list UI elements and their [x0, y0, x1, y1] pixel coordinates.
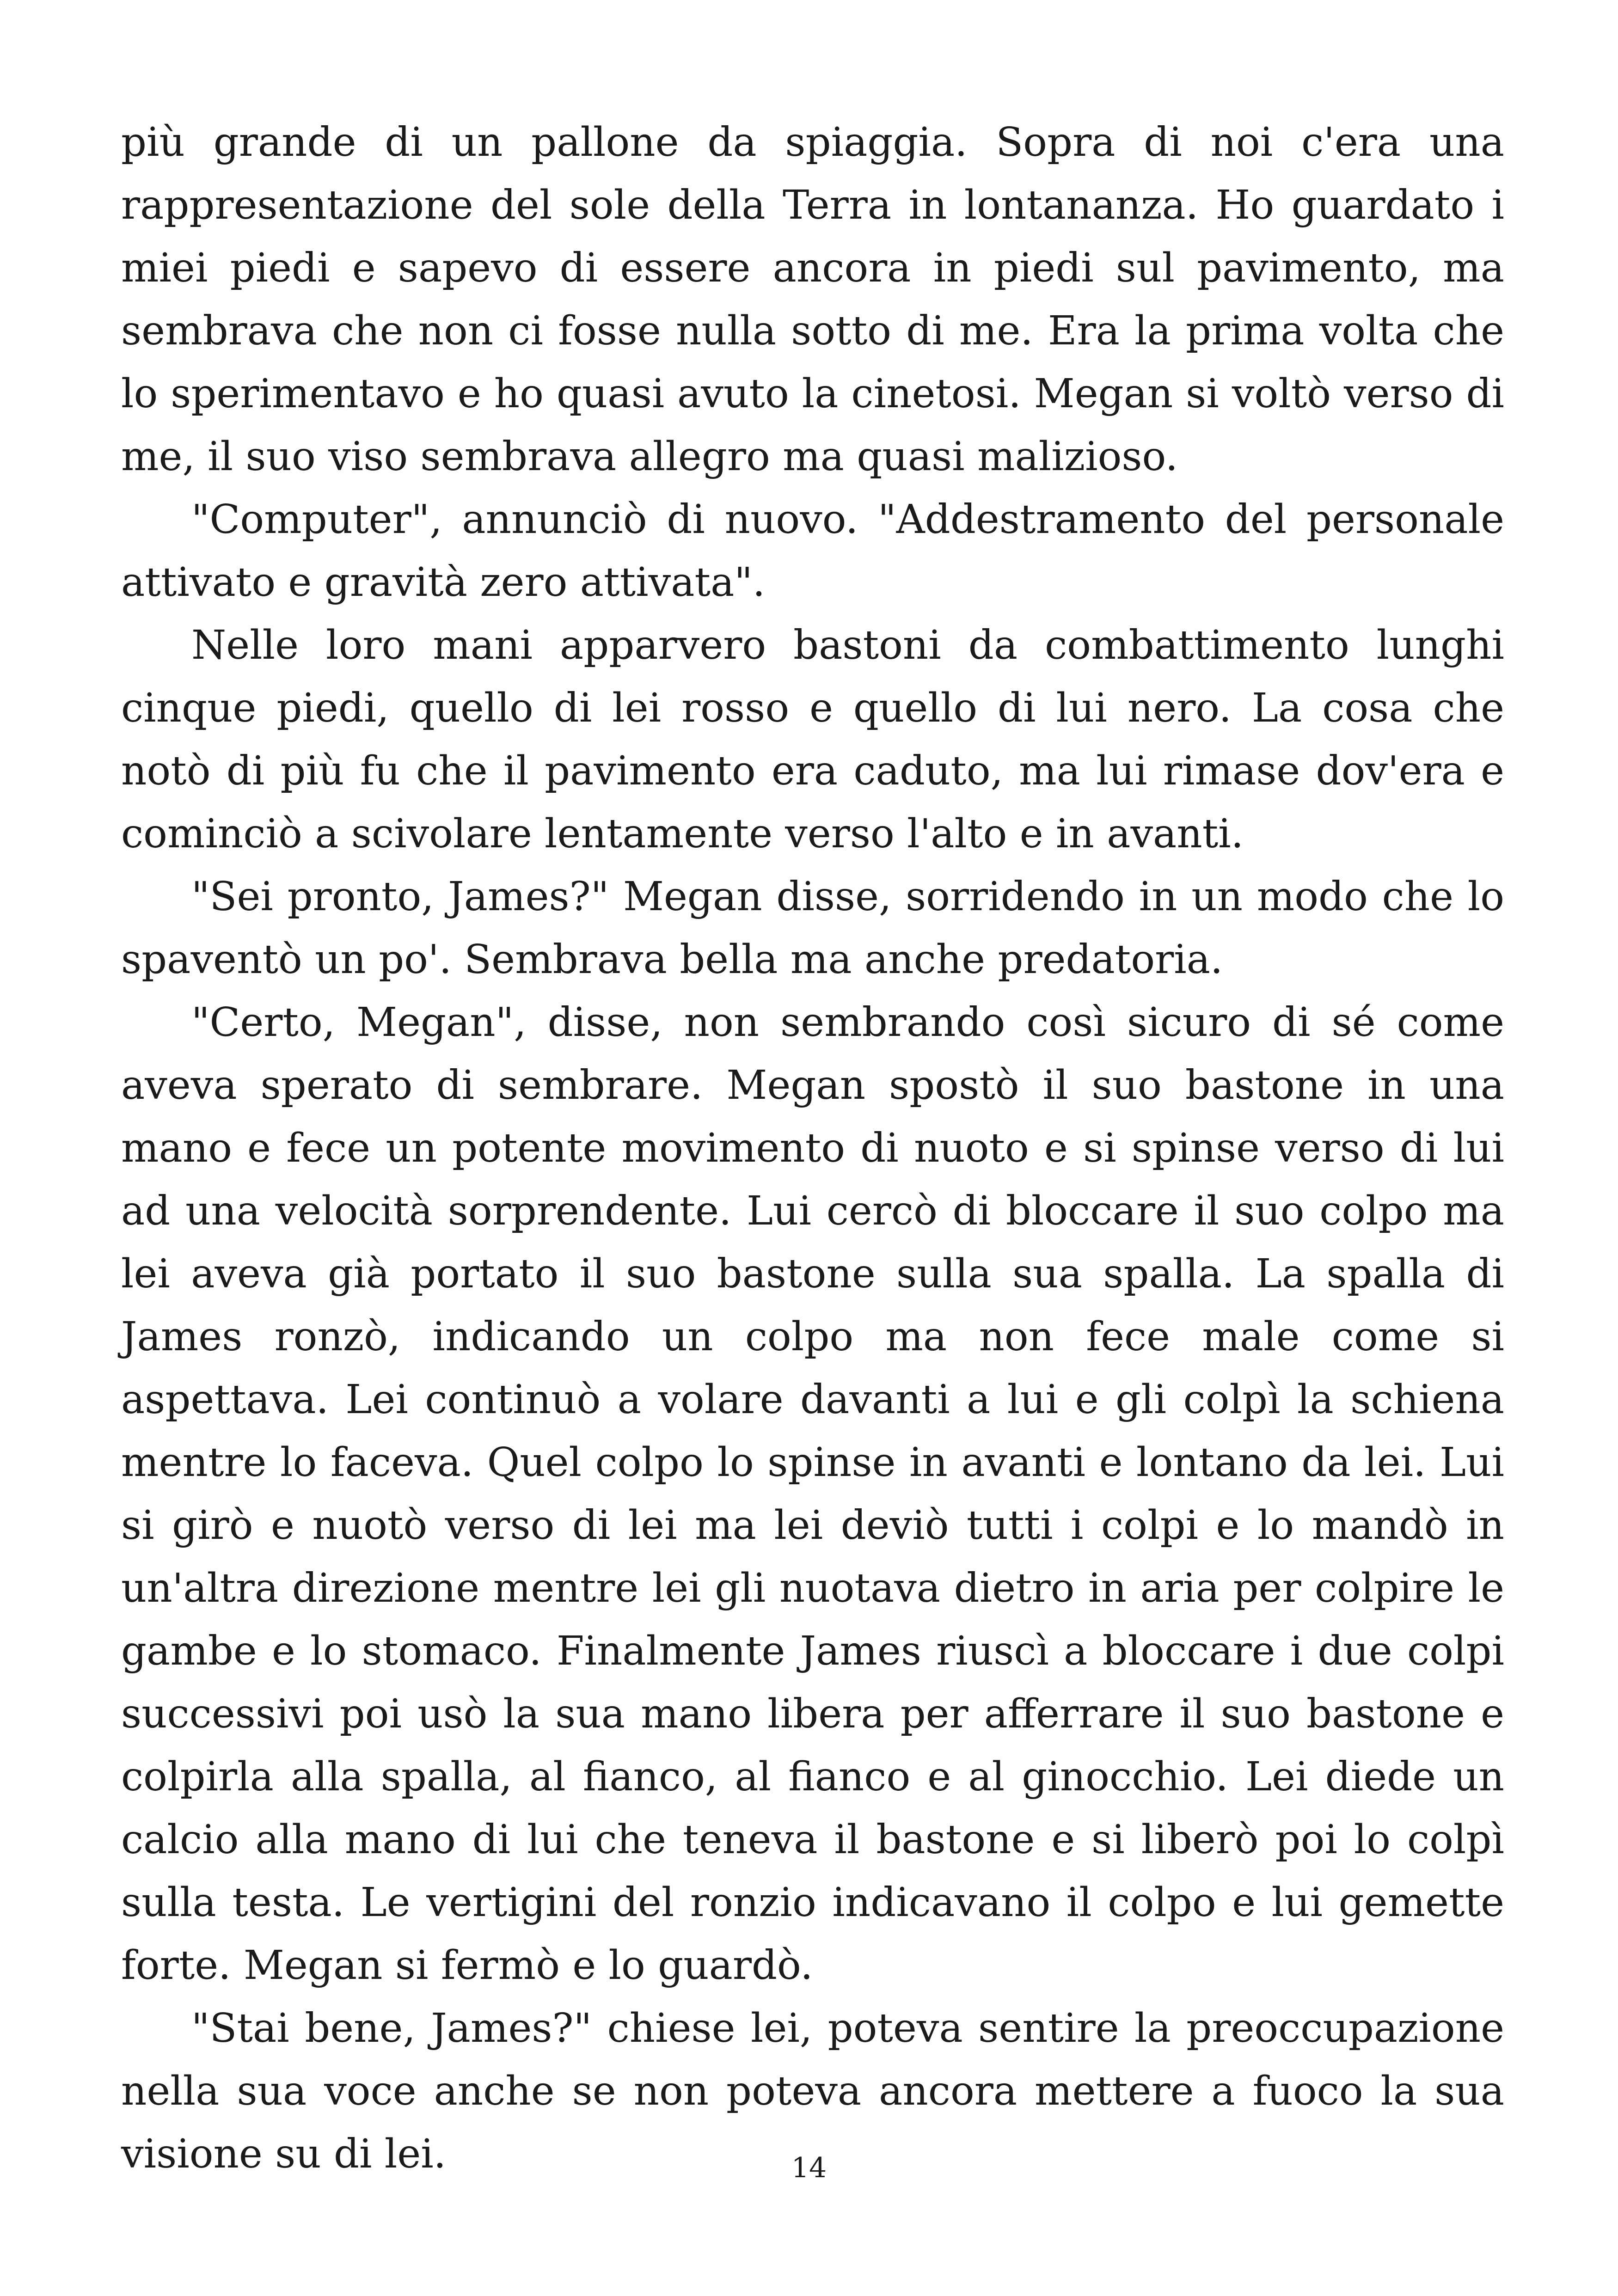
page-body [121, 111, 1504, 2186]
page-number: 14 [791, 2152, 827, 2184]
paragraph: "Sei pronto, James?" Megan disse, sorridendo in un modo che lo spaventò un po'. Sembrava bella ma anche predatoria. [121, 874, 1504, 983]
paragraph: "Stai bene, James?" chiese lei, poteva sentire la preoccupazione nella sua voce anche se non poteva ancora mettere a fuoco la sua visione su di lei. [121, 2005, 1504, 2177]
paragraph: "Certo, Megan", disse, non sembrando così sicuro di sé come aveva sperato di sembrare. Megan spostò il suo bastone in una mano e fece un potente movimento di nuoto e si spinse verso di lui ad una velocità sorprendente. Lui cercò di bloccare il suo colpo ma lei aveva già portato il suo bastone sulla sua spalla. La spalla di James ronzò, indicando un colpo ma non fece male come si aspettava. Lei continuò a volare davanti a lui e gli colpì la schiena mentre lo faceva. Quel colpo lo spinse in avanti e lontano da lei. Lui si girò e nuotò verso di lei ma lei deviò tutti i colpi e lo mandò in un'altra direzione mentre lei gli nuotava dietro in aria per colpire le gambe e lo stomaco. Finalmente James riuscì a bloccare i due colpi successivi poi usò la sua mano libera per afferrare il suo bastone e colpirla alla spalla, al fianco, al fianco e al ginocchio. Lei diede un calcio alla mano di lui che teneva il bastone e si liberò poi lo colpì sulla testa. Le vertigini del ronzio indicavano il colpo e lui gemette forte. Megan si fermò e lo guardò. [121, 999, 1504, 1989]
paragraph: più grande di un pallone da spiaggia. Sopra di noi c'era una rappresentazione del sole della Terra in lontananza. Ho guardato i miei piedi e sapevo di essere ancora in piedi sul pavimento, ma sembrava che non ci fosse nulla sotto di me. Era la prima volta che lo sperimentavo e ho quasi avuto la cinetosi. Megan si voltò verso di me, il suo viso sembrava allegro ma quasi malizioso. [121, 119, 1504, 480]
paragraph: "Computer", annunciò di nuovo. "Addestramento del personale attivato e gravità zero attivata". [121, 496, 1504, 606]
paragraph: Nelle loro mani apparvero bastoni da combattimento lunghi cinque piedi, quello di lei rosso e quello di lui nero. La cosa che notò di più fu che il pavimento era caduto, ma lui rimase dov'era e cominciò a scivolare lentamente verso l'alto e in avanti. [121, 622, 1504, 857]
